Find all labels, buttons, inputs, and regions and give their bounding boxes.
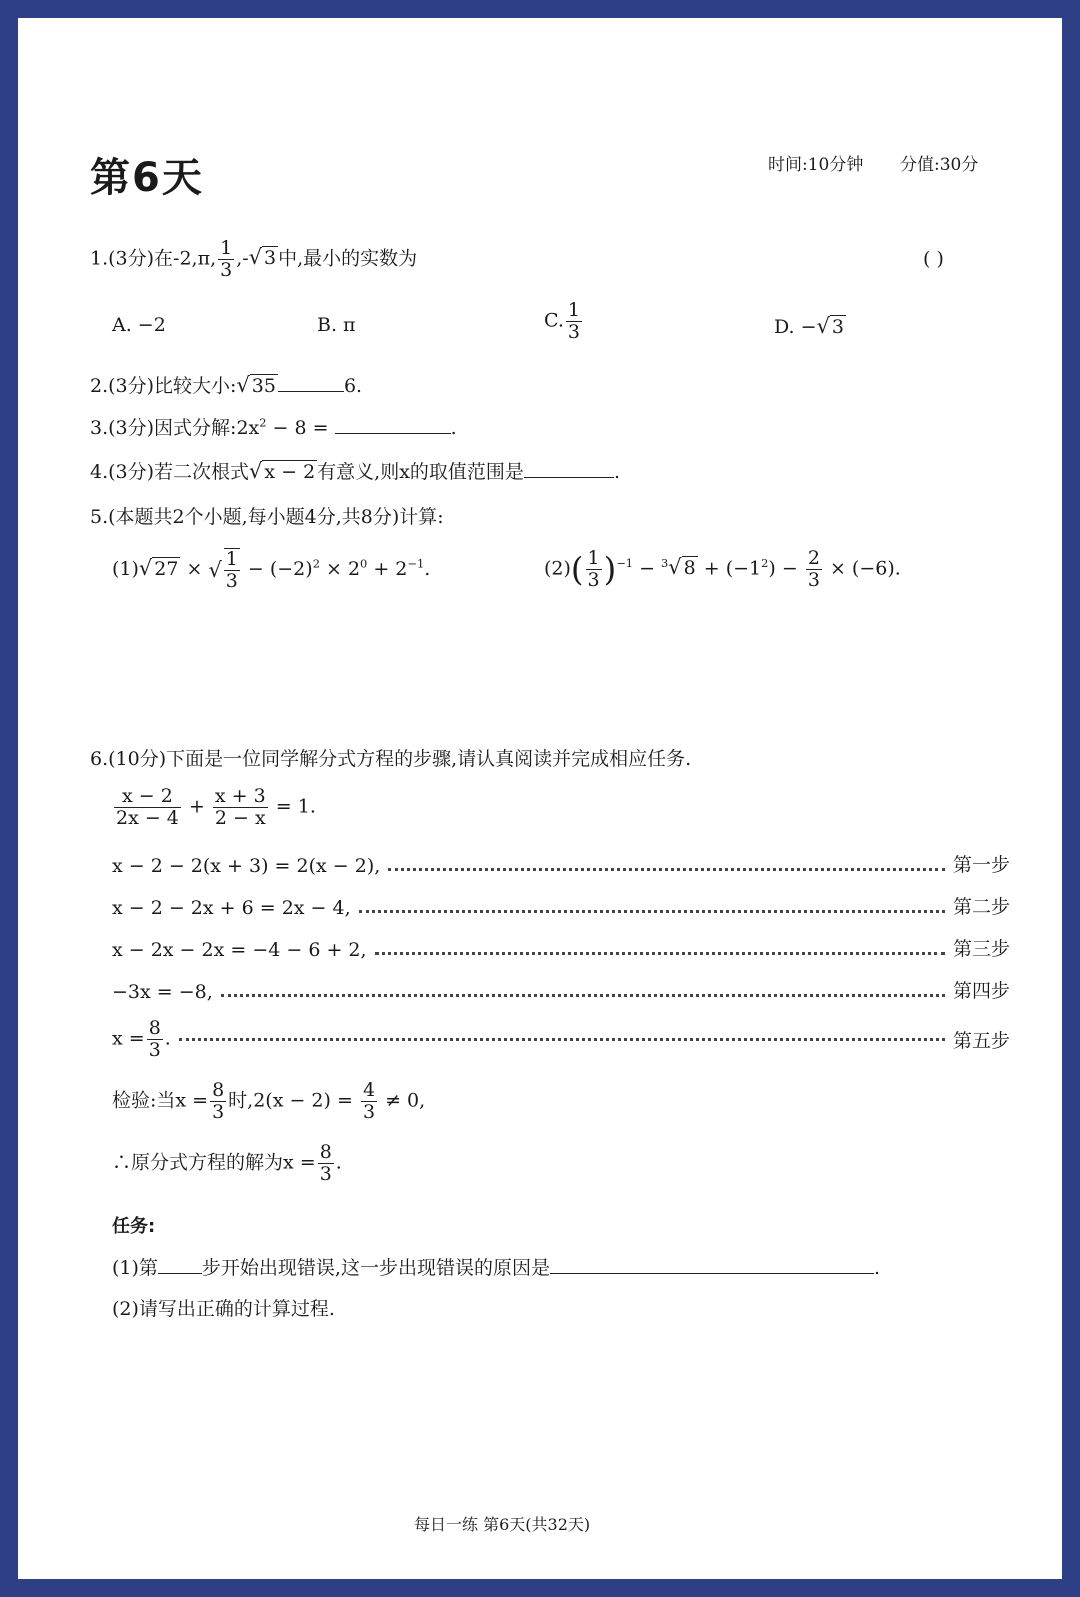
q1-fraction: $\frac{1}{3}$ — [220, 237, 233, 281]
question-4: 4.(3分)若二次根式√ x − 2 有意义,则x的取值范围是 . — [90, 456, 620, 484]
question-2: 2.(3分)比较大小:√ 35 6. — [90, 370, 362, 398]
solution-step: x − 2 − 2x + 6 = 2x − 4, 第二步 — [112, 896, 1010, 919]
task-title: 任务: — [112, 1216, 156, 1237]
solution-step: x = $\frac{8}{3}$ . 第五步 — [112, 1017, 1010, 1061]
q5-part-2: (2)( $\frac{1}{3}$ )$^{-1}$ − $^3$√ $8 + (-1^2)$ − $\frac{2}{3}$ × (−6). — [544, 547, 901, 591]
q4-answer-blank[interactable] — [524, 456, 614, 478]
task-2: (2)请写出正确的计算过程. — [112, 1298, 335, 1320]
q1-prefix: 1.(3分)在-2,π, — [90, 247, 217, 270]
q5-part-1: (1)√ 27 × √ $\frac{1}{3}$ − $(-2)^2 \times 2^0 + 2^{-1}$. — [112, 548, 431, 592]
solution-step: −3x = −8, 第四步 — [112, 980, 1010, 1003]
option-d: D. −√ 3 — [774, 314, 844, 338]
question-1 — [90, 238, 417, 281]
task-1: (1)第 步开始出现错误,这一步出现错误的原因是 . — [112, 1252, 880, 1280]
q3-answer-blank[interactable] — [335, 412, 451, 434]
option-a: A. −2 — [112, 314, 166, 336]
score-label: 分值:30分 — [900, 155, 979, 175]
task1-step-blank[interactable] — [158, 1252, 202, 1274]
option-b: B. π — [317, 314, 356, 336]
page-footer: 每日一练 第6天(共32天) — [414, 1515, 591, 1534]
q1-suffix: 中,最小的实数为 — [278, 247, 418, 270]
worksheet-page — [18, 18, 1062, 1579]
answer-parentheses[interactable]: ( ) — [923, 248, 944, 270]
option-c: C. $\frac{1}{3}$ — [544, 299, 580, 343]
question-3: 3.(3分)因式分解$:2x^2 - 8$ = . — [90, 412, 457, 440]
time-label: 时间:10分钟 — [768, 155, 864, 175]
page-title: 第6天 — [90, 155, 204, 201]
q6-solution: ∴原分式方程的解为x = $\frac{8}{3}$ . — [112, 1141, 342, 1185]
q6-equation: $\frac{x - 2}{2x - 4}$ + $\frac{x + 3}{2 - x}$ = 1. — [116, 785, 316, 829]
q1-mid: ,- — [236, 247, 249, 270]
solution-step: x − 2x − 2x = −4 − 6 + 2, 第三步 — [112, 938, 1010, 961]
task1-reason-blank[interactable] — [550, 1252, 874, 1274]
q1-sqrt: √ 3 — [248, 245, 277, 270]
question-6: 6.(10分)下面是一位同学解分式方程的步骤,请认真阅读并完成相应任务. — [90, 748, 692, 770]
solution-step: x − 2 − 2(x + 3) = 2(x − 2), 第一步 — [112, 854, 1010, 877]
q6-check: 检验:当x = $\frac{8}{3}$ 时,2(x − 2) = $\frac{4}{3}$ ≠ 0, — [112, 1079, 426, 1123]
q2-answer-blank[interactable] — [278, 370, 344, 392]
question-5: 5.(本题共2个小题,每小题4分,共8分)计算: — [90, 506, 444, 528]
